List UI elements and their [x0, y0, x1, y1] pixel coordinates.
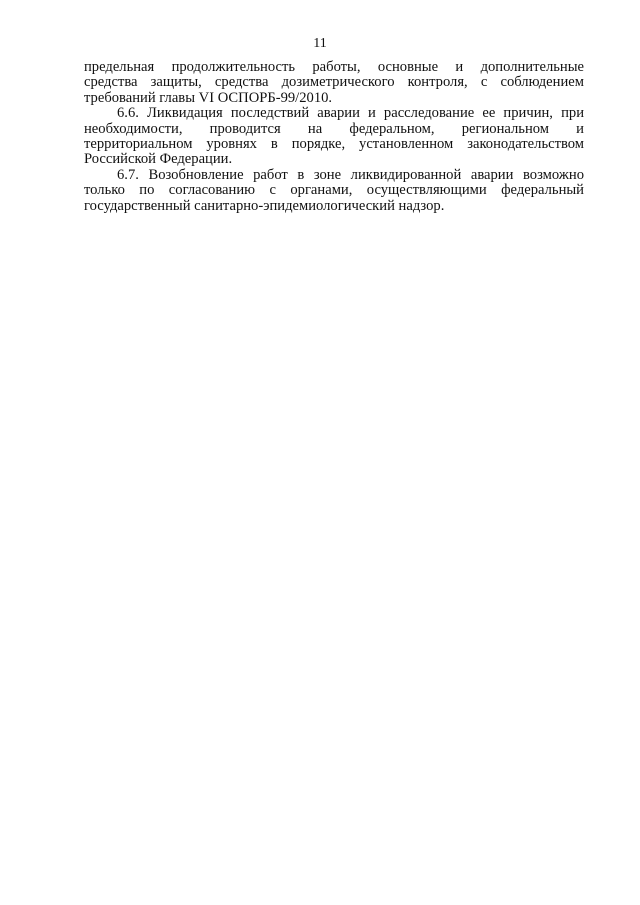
text-line: средства защиты, средства дозиметрического контроля, с соблюдением — [84, 74, 584, 91]
text-line: необходимости, проводится на федеральном, региональном и — [84, 120, 584, 137]
paragraph-6-6 — [84, 106, 584, 168]
document-body — [84, 60, 584, 214]
text-line: предельная продолжительность работы, основные и дополнительные — [84, 59, 584, 75]
text-line: 6.6. Ликвидация последствий аварии и расследование ее причин, при — [117, 105, 584, 122]
paragraph-continuation — [84, 60, 584, 106]
text-line: Российской Федерации. — [84, 151, 233, 168]
paragraph-6-7 — [84, 168, 584, 214]
text-line: требований главы VI ОСПОРБ-99/2010. — [84, 89, 333, 106]
text-line: только по согласованию с органами, осуществляющими федеральный — [84, 182, 584, 199]
page-number: 11 — [313, 36, 327, 51]
text-line: 6.7. Возобновление работ в зоне ликвидированной аварии возможно — [117, 166, 584, 183]
text-line: территориальном уровнях в порядке, установленном законодательством — [84, 136, 584, 153]
text-line: государственный санитарно-эпидемиологический надзор. — [84, 197, 445, 214]
